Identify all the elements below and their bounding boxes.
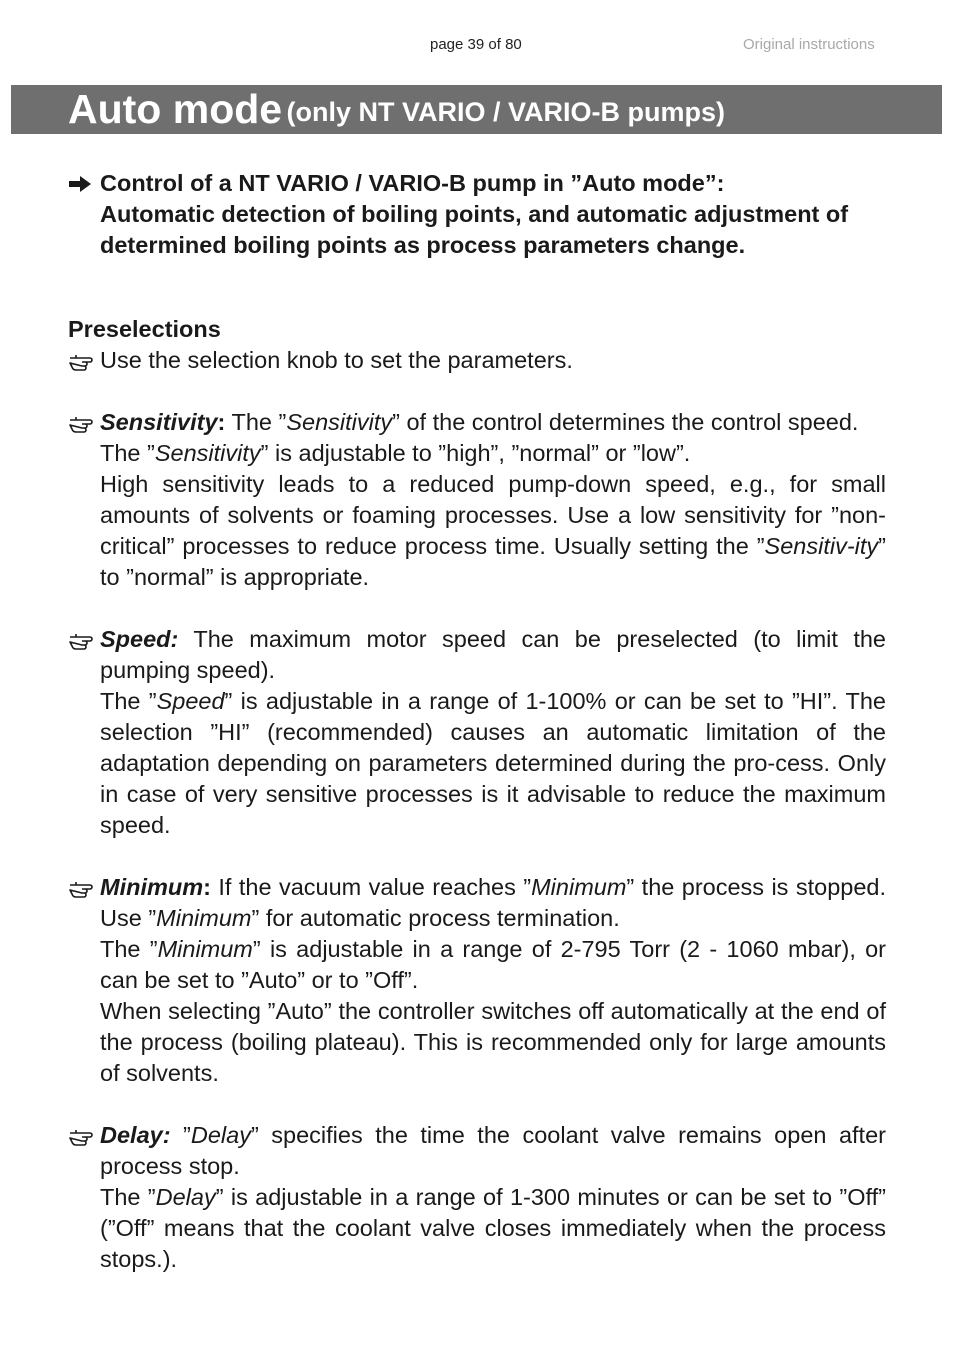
text-span: The ”	[100, 1184, 156, 1210]
italic-term: Minimum	[531, 874, 627, 900]
italic-term: Sensitivity	[286, 409, 393, 435]
title-bar	[11, 85, 942, 134]
text-span: ” is adjustable in a range of 1-100% or can be set to ”HI”. The selection ”HI” (recommended) causes an automatic limitation of the adaptation depending on parameters determined during the pro-cess. Only in case of very sensitive processes is it advisable to reduce the maximum speed.	[100, 688, 886, 838]
intro-text	[100, 168, 886, 261]
preselection-instruction	[0, 345, 886, 376]
page-number: page 39 of 80	[430, 36, 522, 53]
text-span: If the vacuum value reaches ”	[210, 874, 532, 900]
text-span: ” the process is stopped. Use ”	[100, 874, 886, 931]
pointing-hand-icon	[68, 411, 94, 435]
text-span: ” for automatic process termination.	[251, 905, 620, 931]
italic-term: Sensitivity	[154, 440, 261, 466]
minimum-text-2	[100, 934, 886, 996]
minimum-text-1	[100, 872, 886, 934]
text-span: ” is adjustable to ”high”, ”normal” or ”low”.	[260, 440, 691, 466]
section-heading: Preselections	[68, 316, 221, 342]
text-span: ” is adjustable in a range of 2-795 Torr (2 - 1060 mbar), or can be set to ”Auto” or to ”Off”.	[100, 936, 886, 993]
delay-text-2	[100, 1182, 886, 1275]
speed-text-2	[100, 686, 886, 841]
speed-text-1	[100, 624, 886, 686]
page-title: Auto mode	[68, 86, 283, 132]
text-span: High sensitivity leads to a reduced pump-down speed, e.g., for small amounts of solvents or foaming processes. Use a low sensitivity for ”non-critical” processes to reduce process time. Usually setting the ”	[100, 471, 886, 559]
page-subtitle: (only NT VARIO / VARIO-B pumps)	[286, 97, 726, 127]
instruction-text: Use the selection knob to set the parameters.	[100, 347, 573, 373]
italic-term: Minimum	[157, 936, 253, 962]
intro-line-1: Control of a NT VARIO / VARIO-B pump in ”Auto mode”:	[100, 170, 725, 196]
term-colon: :	[203, 874, 211, 900]
arrow-right-icon	[68, 172, 94, 196]
italic-term: Sensitiv-ity	[764, 533, 879, 559]
text-span: The ”	[100, 688, 157, 714]
text-span: ” to ”normal” is appropriate.	[100, 533, 886, 590]
text-span: The maximum motor speed can be preselected (to limit the pumping speed).	[100, 626, 886, 683]
pointing-hand-icon	[68, 1124, 94, 1148]
sensitivity-item	[0, 407, 886, 593]
delay-item	[0, 1120, 886, 1275]
italic-term: Speed	[156, 688, 225, 714]
content	[0, 168, 954, 1275]
sensitivity-text-2	[100, 469, 886, 593]
speed-item	[0, 624, 886, 841]
sensitivity-text-1	[100, 407, 886, 469]
text-span: The ”	[100, 440, 155, 466]
italic-term: Minimum	[156, 905, 252, 931]
pointing-hand-icon	[68, 628, 94, 652]
delay-term: Delay:	[100, 1122, 171, 1148]
delay-text-1	[100, 1120, 886, 1182]
minimum-item	[0, 872, 886, 1089]
speed-term: Speed:	[100, 626, 179, 652]
text-span: ” specifies the time the coolant valve remains open after process stop.	[100, 1122, 886, 1179]
pointing-hand-icon	[68, 876, 94, 900]
term-colon: :	[217, 409, 226, 435]
italic-term: Delay	[155, 1184, 216, 1210]
italic-term: Delay	[190, 1122, 251, 1148]
text-span: The ”	[100, 936, 158, 962]
intro-line-2: Automatic detection of boiling points, and automatic adjustment of determined boiling points as process parameters change.	[100, 201, 849, 258]
sensitivity-term: Sensitivity	[100, 409, 218, 435]
text-span: ”	[170, 1122, 191, 1148]
text-span: The ”	[225, 409, 287, 435]
text-span: ” is adjustable in a range of 1-300 minutes or can be set to ”Off” (”Off” means that the coolant valve closes immediately when the process stops.).	[100, 1184, 886, 1272]
minimum-text-3: When selecting ”Auto” the controller switches off automatically at the end of the process (boiling plateau). This is recommended only for large amounts of solvents.	[100, 998, 886, 1086]
document-note: Original instructions	[743, 36, 875, 53]
minimum-term: Minimum	[100, 874, 204, 900]
intro-block	[0, 168, 886, 261]
text-span: ” of the control determines the control speed.	[392, 409, 859, 435]
pointing-hand-icon	[68, 349, 94, 373]
